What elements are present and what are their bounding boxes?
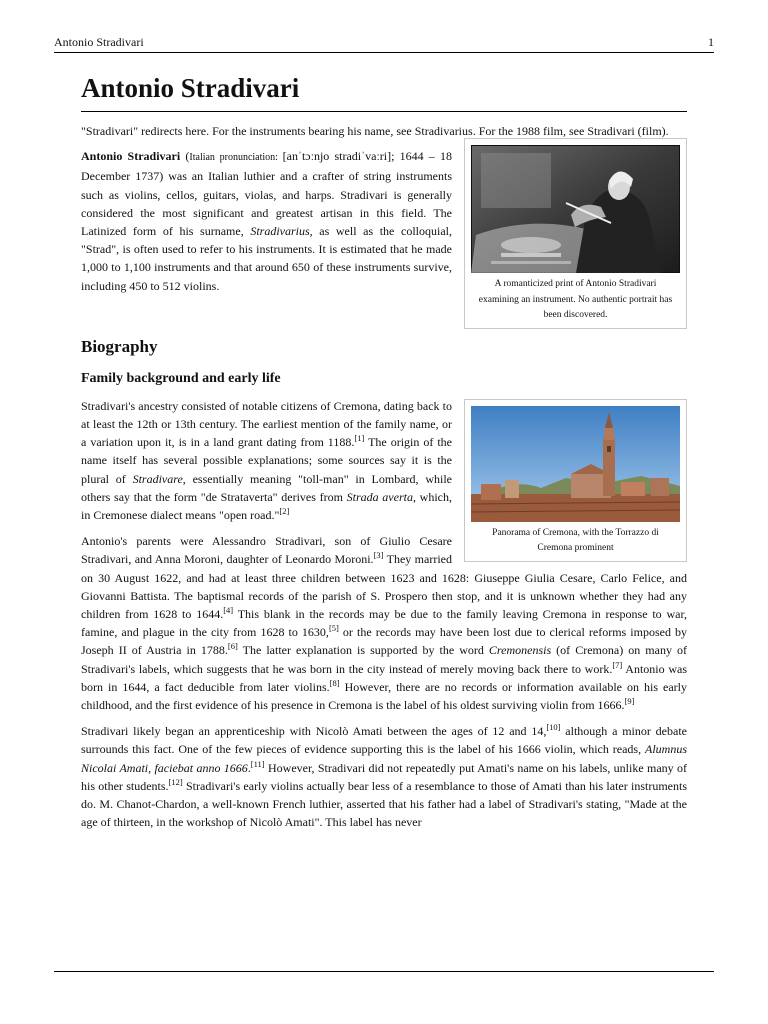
lead-text: ( [180, 149, 190, 164]
paragraph-text: Antonio's parents were Alessandro Stradivari, son of Giulio Cesare Stradivari, and Anna Moroni, daughter of Leonardo Moroni. [81, 534, 452, 567]
lead-text: ; 1644 – 18 December 1737) was an Italian luthier and a crafter of string instruments such as violins, cellos, guitars, violas, and harps. Stradivari is generally considered the most significant and greatest artisan in this field. The Latinized form of his surname, [81, 149, 452, 239]
italic-term: Strada averta [346, 489, 413, 504]
pronunciation-label: Italian pronunciation: [189, 152, 283, 164]
ipa-link[interactable]: [anˈtɔːnjo stradiˈvaːri] [282, 149, 392, 164]
paragraph-text: Antonio was born in 1644, a fact deducible from later violins. [81, 661, 687, 694]
paragraph-text: However, Stradivari did not repeatedly put Amati's name on his labels, unlike many of his other students. [81, 760, 687, 793]
paragraph-text: The origin of the name itself has several possible explanations; some sources say it is the plural of [81, 435, 453, 486]
citation-7[interactable]: [7] [612, 659, 623, 670]
cremona-panorama-image [471, 406, 680, 522]
citation-3[interactable]: [3] [373, 550, 384, 561]
figure-portrait [464, 138, 687, 329]
paragraph-text: (of Cremona) on many of Stradivari's labels, which suggests that he was born in the city instead of merely moving back there to work. [81, 643, 687, 676]
figure-portrait-caption: A romanticized print of Antonio Stradivari examining an instrument. No authentic portrait has been discovered. [478, 279, 673, 321]
citation-5[interactable]: [5] [328, 623, 339, 634]
paragraph-apprenticeship [81, 722, 687, 831]
paragraph-text: Stradivari's early violins actually bear less of a resemblance to those of Amati than his later instruments do. M. Chanot-Chardon, a well-known French luthier, asserted that his father had a label of Stradivari's stating, "Made at the age of thirteen, in the workshop of Nicolò Amati". This label has never [81, 778, 687, 830]
citation-12[interactable]: [12] [168, 776, 183, 787]
citation-4[interactable]: [4] [223, 605, 234, 616]
paragraph-text: although a minor debate surrounds this fact. One of the few pieces of evidence supporting this is the label of his 1666 violin, which reads, [81, 724, 687, 757]
citation-9[interactable]: [9] [624, 696, 635, 707]
page-number: 1 [708, 35, 714, 49]
citation-2[interactable]: [2] [279, 506, 290, 517]
citation-6[interactable]: [6] [227, 641, 238, 652]
lead-text: , as well as the colloquial, "Strad", is often used to refer to his instruments. It is estimated that he made 1,000 to 1,100 instruments and that around 650 of these instruments survive, including 450 to 512 violins. [81, 224, 452, 293]
citation-8[interactable]: [8] [329, 677, 340, 688]
article-title: Antonio Stradivari [81, 70, 687, 112]
paragraph-text: or the records may have been lost due to clerical reforms imposed by Joseph II of Austria in 1788. [81, 625, 688, 658]
latin-name: Stradivarius [250, 224, 310, 239]
paragraph-text: , which, in Cremonese dialect means "open road." [81, 489, 452, 523]
italic-term: Cremonensis [488, 643, 552, 658]
paragraph-text: Stradivari likely began an apprenticeship with Nicolò Amati between the ages of 12 and 14, [81, 724, 547, 739]
hatnote: "Stradivari" redirects here. For the instruments bearing his name, see Stradivarius. For the 1988 film, see Stradivari (film). [81, 124, 669, 138]
article-body [81, 70, 687, 832]
paragraph-text: . [247, 760, 251, 775]
lead-name: Antonio Stradivari [81, 149, 181, 164]
citation-11[interactable]: [11] [250, 758, 265, 769]
paragraph-text: They married on 30 August 1622, and had at least three children between 1623 and 1628: Giuseppe Giulia Cesare, Carlo Felice, and Giovanni Battista. The baptismal records of the parish of S. Prospero then stop, and it is unknown whether they had any children from 1628 to 1644. [81, 552, 687, 622]
figure-cremona [464, 399, 687, 562]
paragraph-text: The latter explanation is supported by the word [237, 643, 489, 658]
subsection-heading-family: Family background and early life [81, 370, 281, 386]
citation-1[interactable]: [1] [354, 433, 365, 444]
paragraph-text: This blank in the records may be due to the family leaving Cremona in response to war, famine, and plague in the city from 1628 to 1630, [81, 607, 687, 640]
running-header [54, 34, 714, 53]
footer-rule [54, 971, 714, 972]
section-heading-biography: Biography [81, 336, 158, 356]
paragraph-text: However, there are no records or information available on his early childhood, and the first evidence of his presence in Cremona is the label of his oldest surviving violin from 1666. [81, 679, 687, 713]
figure-cremona-caption: Panorama of Cremona, with the Torrazzo di Cremona prominent [492, 527, 659, 554]
portrait-print-image [471, 145, 680, 273]
citation-10[interactable]: [10] [546, 722, 561, 733]
italic-term: Alumnus Nicolai Amati, faciebat anno 1666 [81, 742, 687, 775]
running-header-title: Antonio Stradivari [54, 35, 144, 49]
paragraph-text: Stradivari's ancestry consisted of notable citizens of Cremona, dating back to at least the 12th or 13th century. The earliest mention of the family name, or a variation upon it, is in a land grant dating from 1188. [81, 398, 452, 450]
paragraph-text: , essentially meaning "toll-man" in Lombard, while others say that the form "de Strataverta" derives from [81, 471, 452, 504]
italic-term: Stradivare [132, 471, 183, 486]
